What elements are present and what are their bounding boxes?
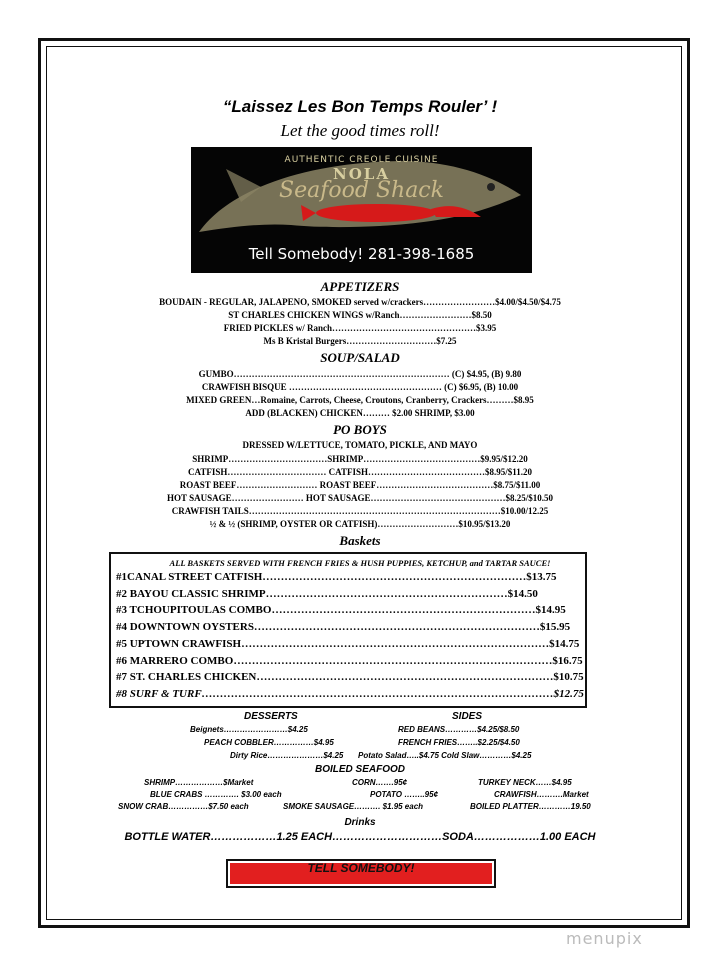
sides-heading: SIDES xyxy=(452,711,483,722)
basket-item: #4 DOWNTOWN OYSTERS……………………………………………………………………$15.95 xyxy=(116,621,571,633)
boiled-line: SNOW CRAB……………$7.50 each xyxy=(118,802,249,811)
drinks-line: BOTTLE WATER………………1.25 EACH…………………………SODA………………1.00 EACH xyxy=(124,831,596,843)
logo-nola: NOLA xyxy=(333,165,390,183)
po-boy-line: ½ & ½ (SHRIMP, OYSTER OR CATFISH)………………………$10.95/$13.20 xyxy=(209,519,511,529)
baskets-heading: Baskets xyxy=(339,533,381,548)
po-boys-subheading: DRESSED W/LETTUCE, TOMATO, PICKLE, AND MAYO xyxy=(242,440,478,450)
boiled-line: SHRIMP………………$Market xyxy=(144,778,254,787)
phone-line: Tell Somebody! 281-398-1685 xyxy=(248,245,475,263)
desserts-heading: DESSERTS xyxy=(244,711,298,722)
menupix-watermark: menupix xyxy=(566,929,643,948)
tagline: Let the good times roll! xyxy=(280,121,440,140)
boiled-seafood-heading: BOILED SEAFOOD xyxy=(314,764,405,775)
po-boy-line: CRAWFISH TAILS…………………………………………………………………………$10.00/12.25 xyxy=(171,506,549,516)
tell-somebody-banner: TELL SOMEBODY! xyxy=(226,859,496,888)
appetizer-line: Ms B Kristal Burgers…………………………$7.25 xyxy=(263,336,457,346)
soup-line: CRAWFISH BISQUE …………………………………………… (C) $6.95, (B) 10.00 xyxy=(201,382,519,392)
appetizer-line: BOUDAIN - REGULAR, JALAPENO, SMOKED served w/crackers……………………$4.00/$4.50/$4.75 xyxy=(159,297,561,307)
boiled-line: TURKEY NECK……$4.95 xyxy=(478,778,572,787)
basket-item: #1CANAL STREET CATFISH………………………………………………………………$13.75 xyxy=(116,571,557,583)
basket-item: #2 BAYOU CLASSIC SHRIMP…………………………………………………………$14.50 xyxy=(116,588,538,600)
restaurant-logo xyxy=(191,147,532,273)
side-line: FRENCH FRIES……..$2.25/$4.50 xyxy=(398,738,520,747)
logo-subtitle: AUTHENTIC CREOLE CUISINE xyxy=(284,155,439,165)
dessert-line: PEACH COBBLER……………$4.95 xyxy=(204,738,334,747)
po-boy-line: HOT SAUSAGE…………………… HOT SAUSAGE………………………………………$8.25/$10.50 xyxy=(167,493,553,503)
appetizers-heading: APPETIZERS xyxy=(320,279,400,294)
basket-item: #6 MARRERO COMBO……………………………………………………………………………$16.75 xyxy=(116,655,583,667)
boiled-line: CRAWFISH……….Market xyxy=(494,790,589,799)
boiled-line: CORN…….95¢ xyxy=(352,778,408,787)
basket-item: #3 TCHOUPITOULAS COMBO………………………………………………………………$14.95 xyxy=(116,604,566,616)
po-boys-heading: PO BOYS xyxy=(333,422,387,437)
soup-salad-heading: SOUP/SALAD xyxy=(320,350,400,365)
logo-name: Seafood Shack xyxy=(279,178,444,203)
soup-line: MIXED GREEN…Romaine, Carrots, Cheese, Croutons, Cranberry, Crackers………$8.95 xyxy=(186,395,534,405)
boiled-line: BOILED PLATTER…………19.50 xyxy=(470,802,591,811)
basket-item: #7 ST. CHARLES CHICKEN………………………………………………………………………$10.75 xyxy=(116,671,584,683)
side-line: RED BEANS…………$4.25/$8.50 xyxy=(398,725,520,734)
boiled-line: SMOKE SAUSAGE………. $1.95 each xyxy=(283,802,424,811)
slogan: “Laissez Les Bon Temps Rouler’ ! xyxy=(222,97,498,116)
po-boy-line: CATFISH…………………………… CATFISH…………………………………$8.95/$11.20 xyxy=(188,467,532,477)
po-boy-line: SHRIMP……………………………SHRIMP…………………………………$9.95/$12.20 xyxy=(192,454,528,464)
soup-line: ADD (BLACKEN) CHICKEN……… $2.00 SHRIMP, $3.00 xyxy=(245,408,475,418)
drinks-heading: Drinks xyxy=(344,817,376,828)
boiled-line: POTATO ……..95¢ xyxy=(370,790,439,799)
dessert-line: Beignets……………………$4.25 xyxy=(190,725,308,734)
appetizer-line: FRIED PICKLES w/ Ranch…………………………………………$3.95 xyxy=(223,323,497,333)
basket-item: #8 SURF & TURF……………………………………………………………………………………$12.75 xyxy=(116,688,584,700)
baskets-note: ALL BASKETS SERVED WITH FRENCH FRIES & HUSH PUPPIES, KETCHUP, and TARTAR SAUCE! xyxy=(169,558,551,568)
soup-line: GUMBO……………………………………………………………… (C) $4.95, (B) 9.80 xyxy=(198,369,522,379)
po-boy-line: ROAST BEEF……………………… ROAST BEEF…………………………………$8.75/$11.00 xyxy=(179,480,541,490)
basket-item: #5 UPTOWN CRAWFISH…………………………………………………………………………$14.75 xyxy=(116,638,580,650)
boiled-line: BLUE CRABS …………. $3.00 each xyxy=(150,790,282,799)
appetizer-line: ST CHARLES CHICKEN WINGS w/Ranch……………………$8.50 xyxy=(228,310,492,320)
dessert-line: Dirty Rice…………………$4.25 xyxy=(230,751,344,760)
side-line: Potato Salad…..$4.75 Cold Slaw…………$4.25 xyxy=(358,751,532,760)
